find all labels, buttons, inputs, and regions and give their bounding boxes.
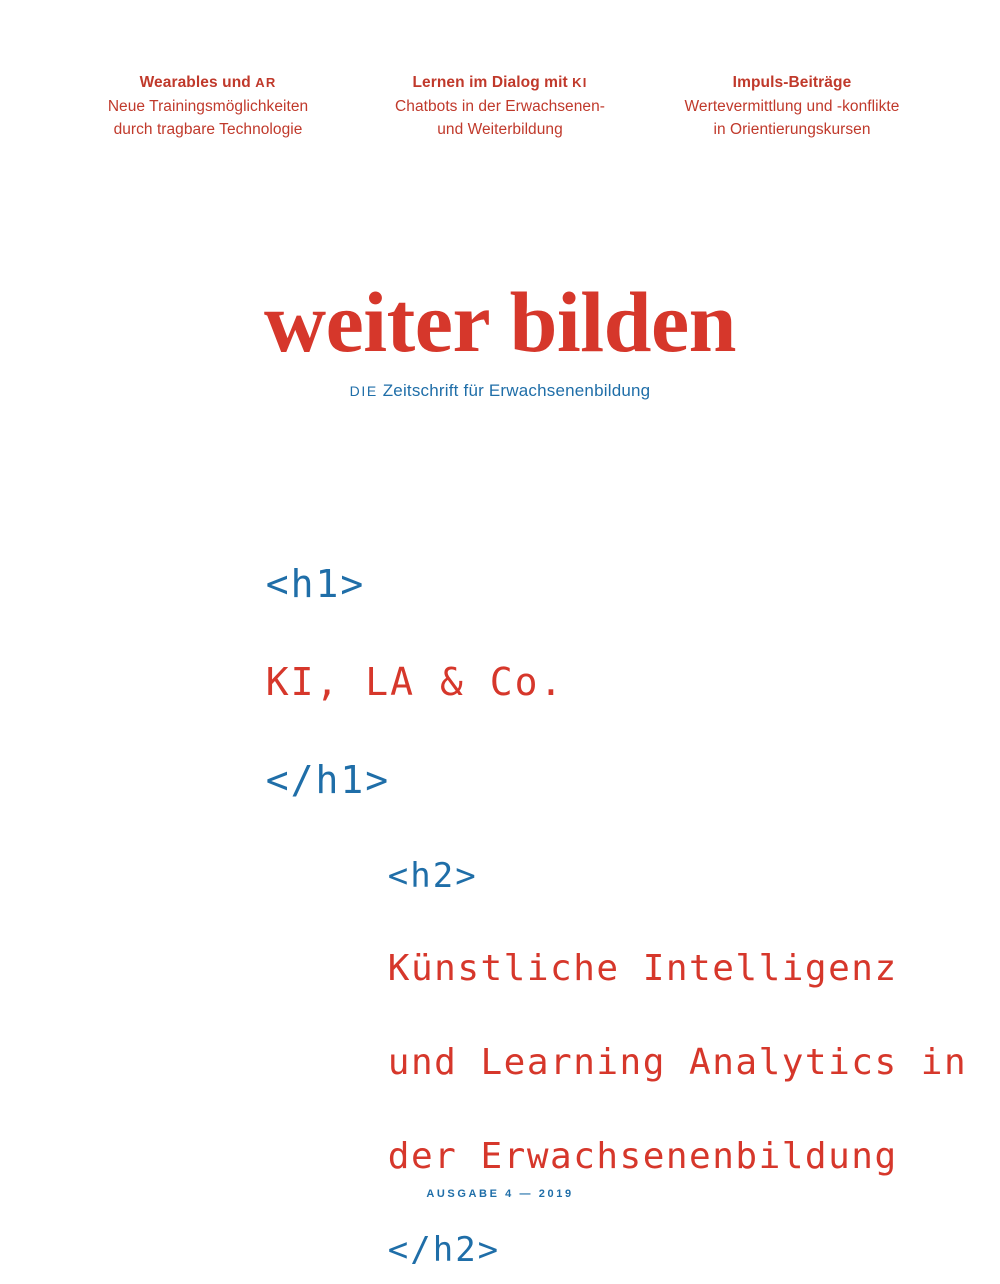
teaser-item-wearables (62, 72, 354, 141)
teaser-title-smallcaps: KI (572, 75, 588, 90)
code-line-h1-open (208, 549, 1000, 619)
h1-close-tag: </h1> (265, 758, 391, 803)
magazine-logo: weiter bilden (263, 274, 737, 371)
teaser-title-main: Impuls-Beiträge (732, 74, 852, 91)
teaser-row (0, 0, 1000, 141)
teaser-title-main: Wearables und (139, 74, 256, 91)
issue-line: AUSGABE 4 — 2019 (426, 1188, 574, 1200)
teaser-item-impuls (646, 72, 938, 141)
teaser-subtitle-line2: und Weiterbildung (437, 120, 563, 138)
h1-open-tag: <h1> (265, 562, 366, 607)
code-line-h2-text-2 (208, 1029, 1000, 1097)
code-line-h2-text-1 (208, 935, 1000, 1003)
headline-h1-text: KI, LA & Co. (265, 660, 565, 705)
headline-h2-line1: Künstliche Intelligenz (387, 948, 898, 990)
code-line-h1-text (208, 647, 1000, 717)
teaser-title-smallcaps: AR (255, 75, 277, 90)
teaser-title (646, 72, 938, 94)
tagline-rest: Zeitschrift für Erwachsenenbildung (377, 381, 651, 401)
teaser-subtitle-line1: Neue Trainingsmöglichkeiten (107, 98, 309, 116)
headline-h2-line2: und Learning Analytics in (387, 1042, 968, 1084)
teaser-title-main: Lernen im Dialog mit (412, 74, 573, 91)
teaser-subtitle-line1: Chatbots in der Erwachsenen- (395, 98, 605, 116)
teaser-item-dialog (354, 72, 646, 141)
teaser-subtitle-line2: durch tragbare Technologie (113, 120, 303, 138)
h2-open-tag: <h2> (387, 856, 478, 897)
tagline-smallcaps: DIE (349, 383, 378, 400)
teaser-subtitle-line1: Wertevermittlung und -konflikte (684, 98, 900, 116)
code-line-h2-text-3 (208, 1123, 1000, 1191)
cover-headline-codeblock (0, 549, 1000, 1283)
code-line-h1-close (208, 745, 1000, 815)
code-line-h2-open (208, 843, 1000, 909)
masthead (0, 274, 1000, 401)
headline-h2-line3: der Erwachsenenbildung (387, 1136, 898, 1178)
teaser-title (62, 72, 354, 94)
teaser-subtitle-line2: in Orientierungskursen (713, 120, 871, 138)
magazine-tagline (0, 381, 1000, 401)
teaser-title (354, 72, 646, 94)
code-line-h2-close (208, 1217, 1000, 1283)
h2-close-tag: </h2> (387, 1230, 501, 1271)
